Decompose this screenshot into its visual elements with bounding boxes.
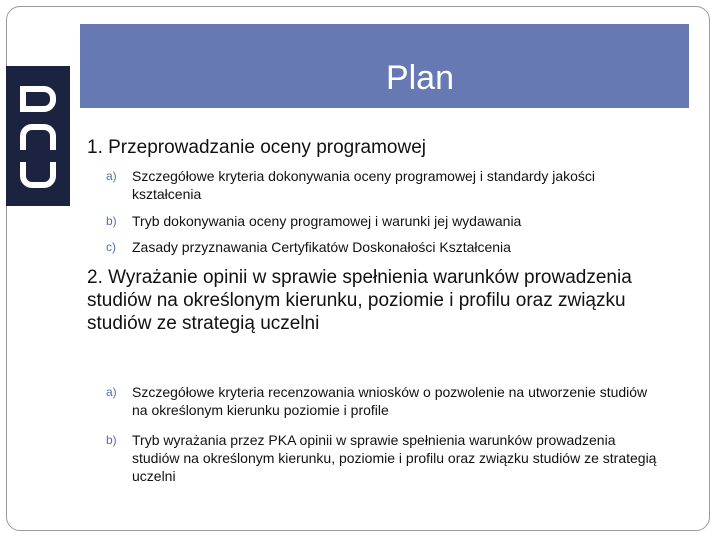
section2-heading: 2. Wyrażanie opinii w sprawie spełnienia warunków prowadzenia studiów na określonym kierunku, poziomie i profilu oraz związku studiów ze strategią uczelni <box>87 267 632 334</box>
item-text: Tryb dokonywania oceny programowej i warunki jej wydawania <box>132 213 522 229</box>
section1-item-b <box>106 212 666 230</box>
section2-item-b <box>106 431 666 485</box>
item-text: Szczegółowe kryteria dokonywania oceny programowej i standardy jakości kształcenia <box>132 168 596 202</box>
item-text: Zasady przyznawania Certyfikatów Doskonałości Kształcenia <box>132 239 511 255</box>
item-letter: b) <box>106 214 117 228</box>
item-letter: c) <box>106 240 116 254</box>
item-letter: a) <box>106 385 117 399</box>
section1-item-a <box>106 167 666 203</box>
section2-item-a <box>106 383 666 419</box>
item-letter: a) <box>106 169 117 183</box>
item-text: Tryb wyrażania przez PKA opinii w sprawie spełnienia warunków prowadzenia studiów na określonym kierunku, poziomie i profilu oraz związku studiów ze strategią uczelni <box>132 432 657 484</box>
item-letter: b) <box>106 433 117 447</box>
item-text: Szczegółowe kryteria recenzowania wniosków o pozwolenie na utworzenie studiów na określonym kierunku poziomie i profile <box>132 384 648 418</box>
section1-item-c <box>106 238 666 256</box>
slide-title: Plan <box>385 59 454 97</box>
section1-heading: 1. Przeprowadzanie oceny programowej <box>87 137 427 158</box>
